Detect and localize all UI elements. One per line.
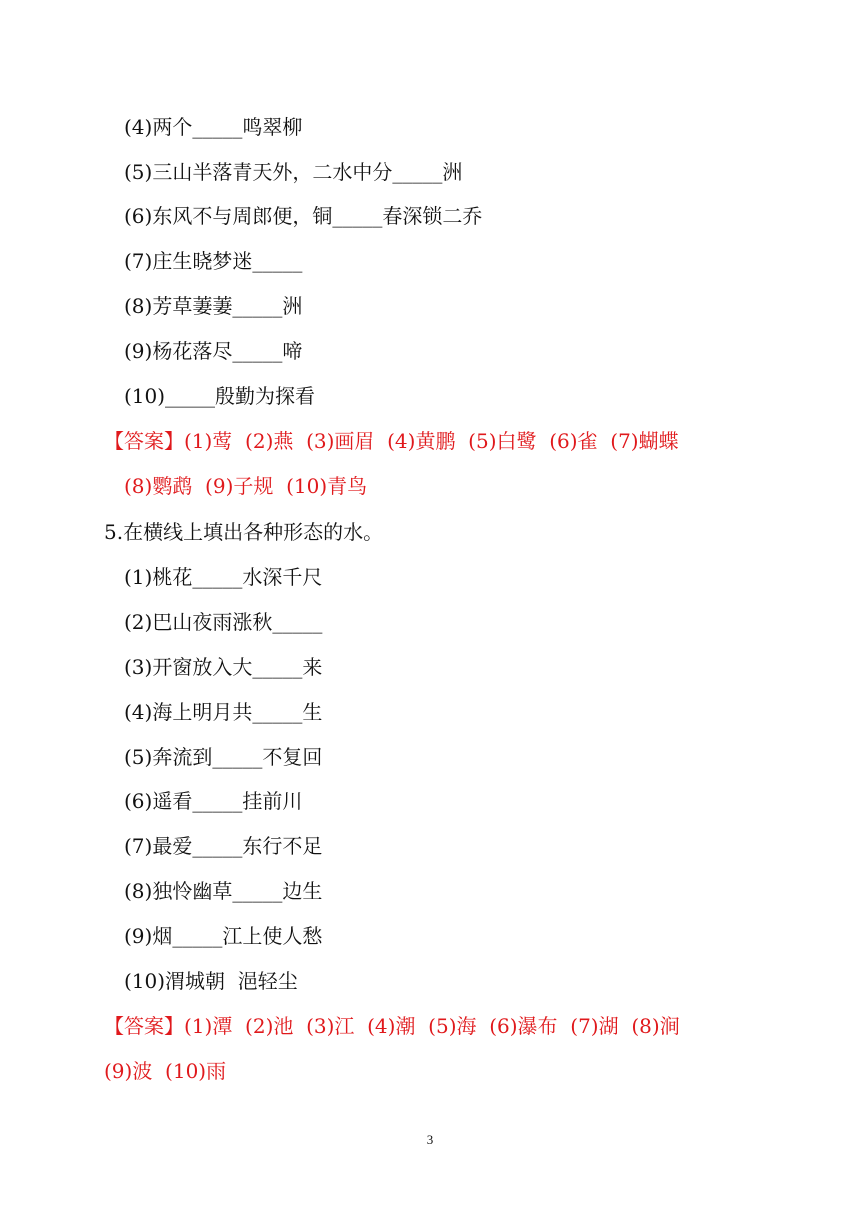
q5-title: 5.在横线上填出各种形态的水。 bbox=[104, 520, 384, 544]
q4-item-4: (4)两个_____鸣翠柳 bbox=[124, 115, 303, 139]
page-number: 3 bbox=[426, 1132, 434, 1147]
q5-item-7: (7)最爱_____东行不足 bbox=[124, 834, 323, 858]
q4-answer-line-2: (8)鹦鹉 (9)子规 (10)青鸟 bbox=[124, 474, 368, 498]
q5-item-2: (2)巴山夜雨涨秋_____ bbox=[124, 610, 323, 634]
q5-item-5: (5)奔流到_____不复回 bbox=[124, 745, 323, 769]
q5-answer-line-1: 【答案】(1)潭 (2)池 (3)江 (4)潮 (5)海 (6)瀑布 (7)湖 (8)涧 bbox=[104, 1014, 680, 1038]
q5-item-10: (10)渭城朝 浥轻尘 bbox=[124, 969, 298, 993]
q4-item-5: (5)三山半落青天外，二水中分_____洲 bbox=[124, 160, 463, 184]
q5-item-6: (6)遥看_____挂前川 bbox=[124, 789, 303, 813]
q4-item-7: (7)庄生晓梦迷_____ bbox=[124, 249, 303, 273]
q4-item-8: (8)芳草萋萋_____洲 bbox=[124, 294, 303, 318]
q4-answer-line-1: 【答案】(1)莺 (2)燕 (3)画眉 (4)黄鹏 (5)白鹭 (6)雀 (7)蝴蝶 bbox=[104, 429, 679, 453]
q5-item-3: (3)开窗放入大_____来 bbox=[124, 655, 323, 679]
q5-item-8: (8)独怜幽草_____边生 bbox=[124, 879, 323, 903]
q5-item-1: (1)桃花_____水深千尺 bbox=[124, 565, 323, 589]
q5-answer-line-2: (9)波 (10)雨 bbox=[104, 1059, 227, 1083]
q4-item-6: (6)东风不与周郎便，铜_____春深锁二乔 bbox=[124, 204, 483, 228]
q5-item-9: (9)烟_____江上使人愁 bbox=[124, 924, 323, 948]
q5-item-4: (4)海上明月共_____生 bbox=[124, 700, 323, 724]
q4-item-9: (9)杨花落尽_____啼 bbox=[124, 339, 303, 363]
q4-item-10: (10)_____殷勤为探看 bbox=[124, 384, 316, 408]
